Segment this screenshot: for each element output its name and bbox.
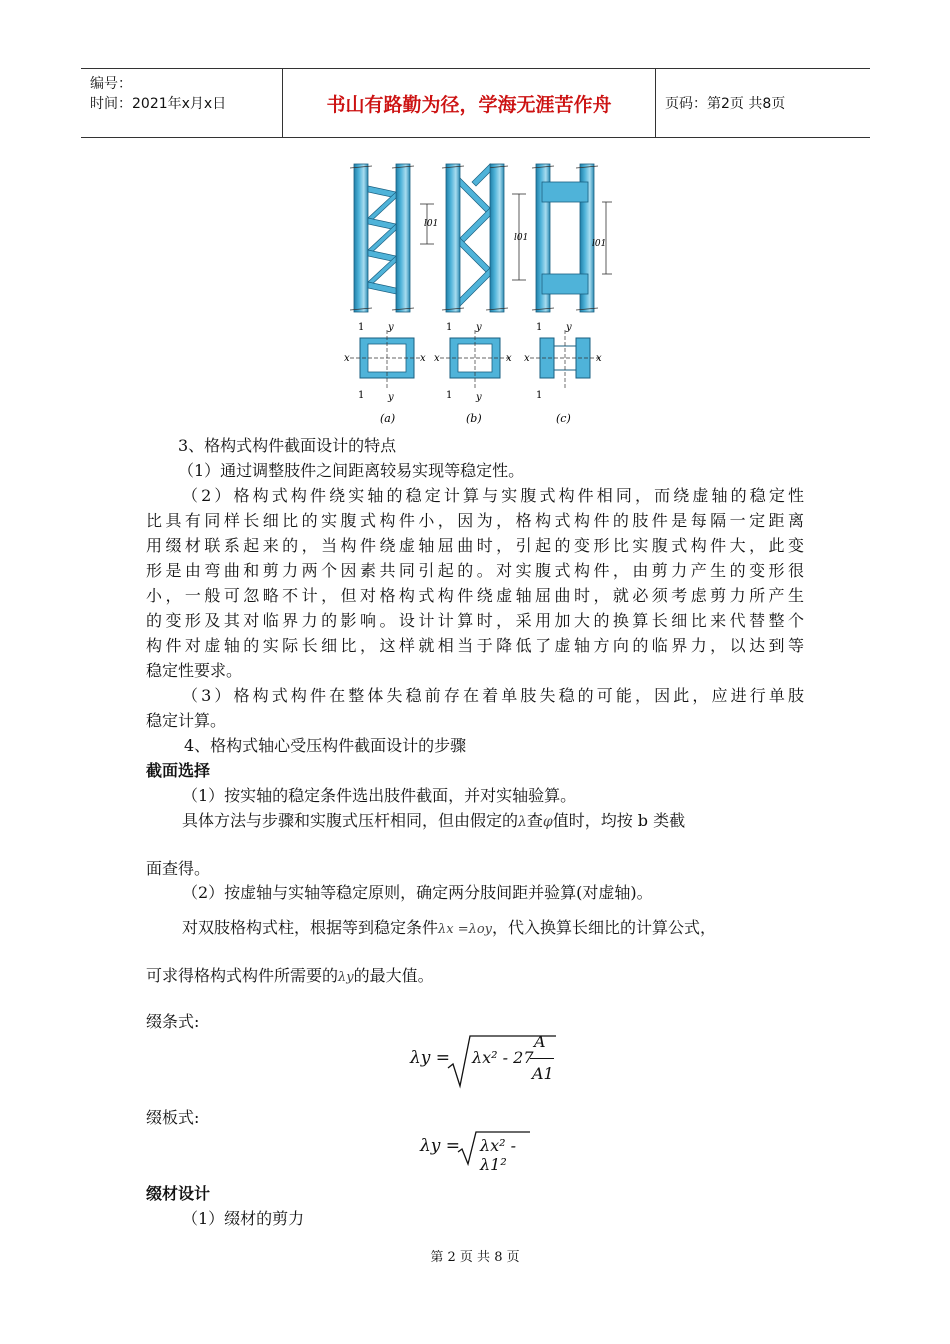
- lambda-symbol: λ: [518, 814, 527, 830]
- label-1-b-bottom: 1: [446, 390, 453, 401]
- formula-inner: λx² - 27: [472, 1048, 534, 1067]
- label-x-c-right: x: [596, 353, 602, 364]
- label-1-a-bottom: 1: [358, 390, 365, 401]
- text-run: 查: [526, 811, 543, 830]
- formula-denominator: A1: [532, 1064, 554, 1083]
- label-x-a-left: x: [344, 353, 350, 364]
- column-c: [532, 164, 612, 312]
- date-label: 时间：2021年x月x日: [90, 96, 227, 112]
- select-point5-line: [146, 964, 434, 990]
- label-x-a-right: x: [420, 353, 426, 364]
- section-a: [344, 322, 426, 425]
- paragraph-line: 小，一般可忽略不计，但对格构式构件绕虚轴屈曲时，就必须考虑剪力所产生: [146, 586, 804, 605]
- column-b: [442, 164, 528, 312]
- section-c: [524, 322, 602, 425]
- heading-lacing-design: 缀材设计: [146, 1184, 211, 1203]
- fraction-bar: [530, 1058, 554, 1059]
- label-1-a-top: 1: [358, 322, 365, 333]
- paragraph-line: 用缀材联系起来的，当构件绕虚轴屈曲时，引起的变形比实腹式构件大，此变: [146, 536, 804, 555]
- page-footer: 第 2 页 共 8 页: [430, 1250, 520, 1265]
- code-label: 编号：: [90, 76, 132, 92]
- label-1-b-top: 1: [446, 322, 453, 333]
- label-y-a-bottom: y: [388, 392, 394, 403]
- formula-numerator: A: [534, 1032, 546, 1051]
- text-run: 值时，均按 b 类截: [552, 811, 686, 830]
- label-x-b-left: x: [434, 353, 440, 364]
- caption-b: (b): [466, 412, 482, 425]
- section3-title: 3、格构式构件截面设计的特点: [178, 436, 397, 455]
- paragraph-line: （3）格构式构件在整体失稳前存在着单肢失稳的可能，因此，应进行单肢: [182, 686, 804, 705]
- label-1-c-top: 1: [536, 322, 543, 333]
- paragraph-line: 稳定性要求。: [146, 661, 243, 680]
- lattice-column-figure: [340, 156, 612, 430]
- select-point1: （1）按实轴的稳定条件选出肢件截面，并对实轴验算。: [182, 786, 577, 805]
- paragraph-line: （2）格构式构件绕实轴的稳定计算与实腹式构件相同，而绕虚轴的稳定性: [182, 486, 804, 505]
- label-y-b-top: y: [476, 322, 482, 333]
- column-a: [350, 164, 438, 312]
- lacing-point1: （1）缀材的剪力: [182, 1209, 305, 1228]
- label-1-c-bottom: 1: [536, 390, 543, 401]
- select-point2-line: [182, 809, 685, 834]
- header-meta: [81, 69, 282, 137]
- select-point4-line: [182, 916, 716, 942]
- formula-inner: λx² - λ1²: [480, 1136, 517, 1174]
- label-l01-a: l01: [424, 219, 439, 229]
- section3-point1: （1）通过调整肢件之间距离较易实现等稳定性。: [178, 461, 525, 480]
- formula-lhs: λy =: [420, 1136, 461, 1156]
- paragraph-line: 形是由弯曲和剪力两个因素共同引起的。对实腹式构件，由剪力产生的变形很: [146, 561, 804, 580]
- section4-title: 4、格构式轴心受压构件截面设计的步骤: [184, 736, 467, 755]
- label-x-c-left: x: [524, 353, 530, 364]
- lambda-y-symbol: λy: [338, 970, 354, 985]
- formula-lacing: [410, 1030, 570, 1092]
- label-x-b-right: x: [506, 353, 512, 364]
- select-point3: （2）按虚轴与实轴等稳定原则，确定两分肢间距并验算(对虚轴)。: [182, 883, 653, 902]
- equal-stability-equation: λx =λoy: [438, 922, 493, 937]
- page-header: [81, 68, 870, 138]
- section-b: [434, 322, 512, 425]
- label-y-b-bottom: y: [476, 392, 482, 403]
- caption-c: (c): [556, 412, 571, 425]
- label-y-c-top: y: [566, 322, 572, 333]
- heading-section-select: 截面选择: [146, 761, 211, 780]
- paragraph-line: 比具有同样长细比的实腹式构件小，因为，格构式构件的肢件是每隔一定距离: [146, 511, 804, 530]
- header-motto: 书山有路勤为径，学海无涯苦作舟: [282, 69, 656, 137]
- label-y-a-top: y: [388, 322, 394, 333]
- header-page-info: 页码：第2页 共8页: [665, 96, 786, 112]
- batten-type-label: 缀板式:: [146, 1108, 200, 1127]
- label-l01-b: l01: [514, 233, 529, 243]
- text-run: ，代入换算长细比的计算公式，: [492, 918, 717, 937]
- formula-lhs: λy =: [410, 1048, 451, 1068]
- caption-a: (a): [380, 412, 396, 425]
- phi-symbol: φ: [542, 814, 553, 830]
- text-run: 可求得格构式构件所需要的: [146, 966, 339, 985]
- label-l01-c: l01: [592, 239, 607, 249]
- select-point2-cont: 面查得。: [146, 859, 211, 878]
- text-run: 对双肢格构式柱，根据等到稳定条件: [182, 918, 439, 937]
- lacing-type-label: 缀条式:: [146, 1012, 200, 1031]
- text-run: 具体方法与步骤和实腹式压杆相同，但由假定的: [182, 811, 519, 830]
- formula-batten: [420, 1130, 540, 1174]
- paragraph-line: 构件对虚轴的实际长细比，这样就相当于降低了虚轴方向的临界力，以达到等: [146, 636, 804, 655]
- paragraph-line: 的变形及其对临界力的影响。设计计算时，采用加大的换算长细比来代替整个: [146, 611, 804, 630]
- text-run: 的最大值。: [353, 966, 434, 985]
- paragraph-line: 稳定计算。: [146, 711, 227, 730]
